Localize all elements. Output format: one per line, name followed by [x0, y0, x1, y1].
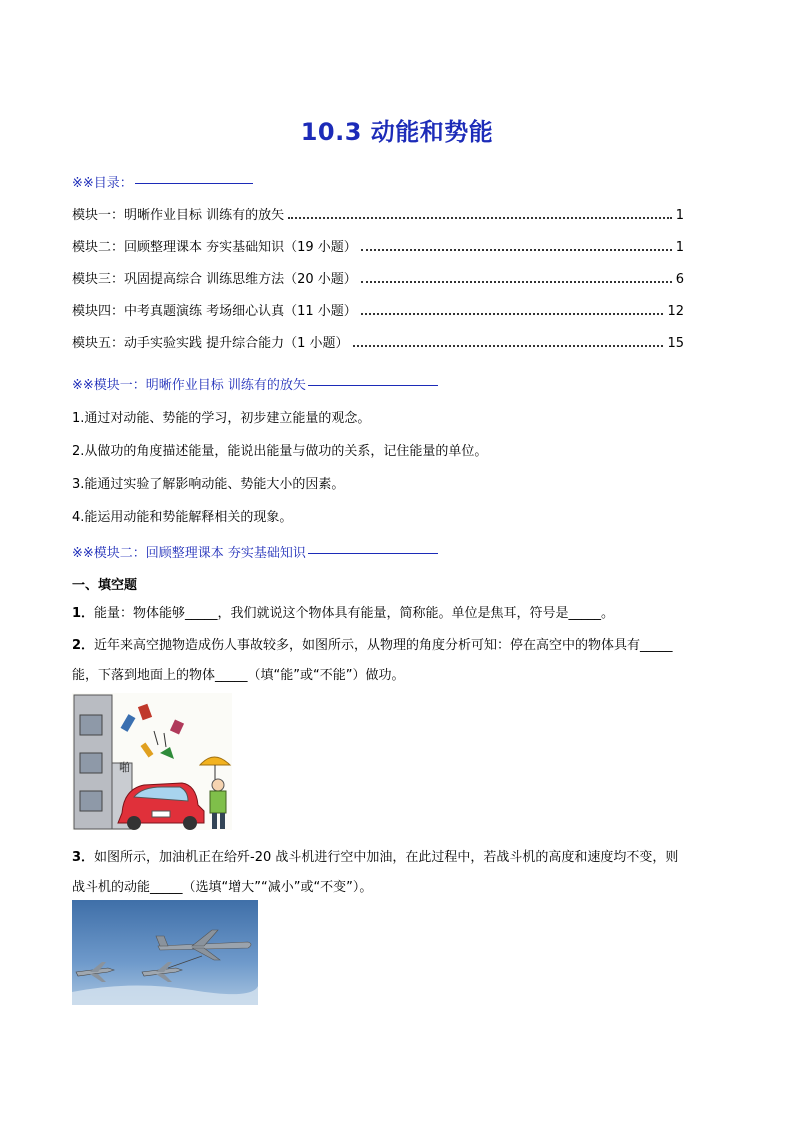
toc-heading [72, 172, 253, 191]
toc-item[interactable] [72, 205, 684, 223]
question-2-cont: 能，下落到地面上的物体_____（填“能”或“不能”）做功。 [72, 668, 405, 683]
question-text: 如图所示，加油机正在给歼-20 战斗机进行空中加油，在此过程中，若战斗机的高度和速度均不变，则 [94, 850, 679, 865]
toc-leader [288, 217, 672, 219]
cartoon-image [72, 693, 232, 830]
module1-heading-text: ※※模块一：明晰作业目标 训练有的放矢 [72, 378, 306, 393]
question-number: 3． [72, 850, 95, 865]
toc-leader [361, 281, 672, 283]
toc-heading-text: ※※目录： [72, 176, 133, 191]
heading-rule [135, 183, 253, 184]
page-title: 10.3 动能和势能 [300, 118, 494, 146]
module1-heading [72, 374, 438, 393]
impact-sound-text: 啪 [119, 761, 130, 774]
toc-item-page: 1 [675, 208, 684, 223]
heading-rule [308, 385, 438, 386]
toc-item[interactable] [72, 333, 684, 351]
question-3 [72, 846, 678, 865]
toc-item-label: 模块三：巩固提高综合 训练思维方法（20 小题） [72, 272, 357, 287]
goal-item: 4.能运用动能和势能解释相关的现象。 [72, 510, 293, 525]
toc-item[interactable] [72, 269, 684, 287]
toc-item-label: 模块二：回顾整理课本 夯实基础知识（19 小题） [72, 240, 357, 255]
refueling-image [72, 900, 258, 1005]
question-number: 1． [72, 606, 95, 621]
module2-heading-text: ※※模块二：回顾整理课本 夯实基础知识 [72, 546, 306, 561]
question-text: 能量：物体能够_____，我们就说这个物体具有能量，简称能。单位是焦耳，符号是_____。 [94, 606, 615, 621]
toc-item[interactable] [72, 301, 684, 319]
toc-leader [361, 313, 664, 315]
section-title: 一、填空题 [72, 578, 138, 593]
question-3-cont: 战斗机的动能_____（选填“增大”“减小”或“不变”）。 [72, 880, 373, 895]
toc-item-page: 6 [675, 272, 684, 287]
toc-leader [353, 345, 664, 347]
question-1 [72, 602, 614, 621]
toc-item-label: 模块一：明晰作业目标 训练有的放矢 [72, 208, 285, 223]
toc-item-label: 模块五：动手实验实践 提升综合能力（1 小题） [72, 336, 349, 351]
goal-item: 3.能通过实验了解影响动能、势能大小的因素。 [72, 477, 345, 492]
toc-item-page: 12 [667, 304, 684, 319]
goal-item: 1.通过对动能、势能的学习，初步建立能量的观念。 [72, 411, 371, 426]
question-text: 近年来高空抛物造成伤人事故较多，如图所示，从物理的角度分析可知：停在高空中的物体具有_____ [94, 638, 673, 653]
module2-heading [72, 542, 438, 561]
question-2 [72, 634, 673, 653]
heading-rule [308, 553, 438, 554]
toc-item[interactable] [72, 237, 684, 255]
falling-objects-illustration [72, 693, 232, 830]
toc-item-page: 1 [675, 240, 684, 255]
goal-item: 2.从做功的角度描述能量，能说出能量与做功的关系，记住能量的单位。 [72, 444, 488, 459]
aerial-refueling-photo [72, 900, 258, 1005]
toc-leader [361, 249, 672, 251]
toc-item-label: 模块四：中考真题演练 考场细心认真（11 小题） [72, 304, 357, 319]
question-number: 2． [72, 638, 95, 653]
toc-item-page: 15 [667, 336, 684, 351]
